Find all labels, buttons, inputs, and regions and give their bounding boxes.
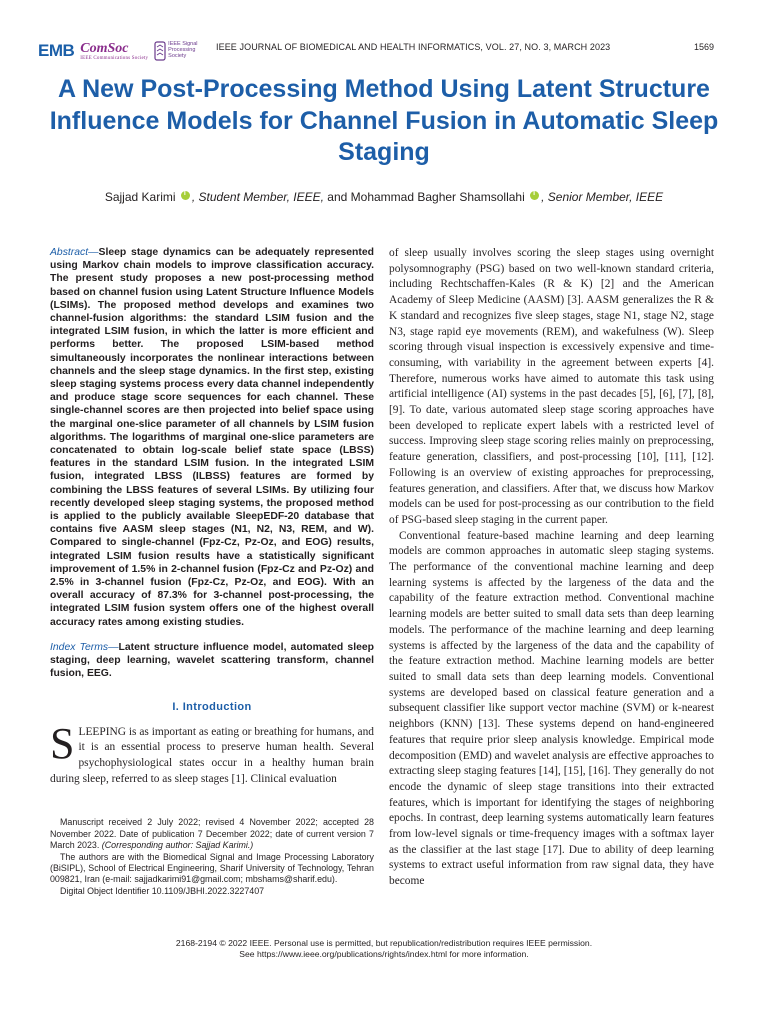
author-1-membership: , Student Member, IEEE, <box>191 190 324 204</box>
copyright-footer <box>0 938 768 961</box>
body-paragraph: Conventional feature-based machine learning and deep learning models are common approaches in automatic sleep staging systems. The performance of the conventional machine learning and deep learning systems is affected by the largeness of the data and the capability of the feature extraction method. Conventional machine learning models are better suited to small data sets than deep learning models. The performance of the machine learning and deep learning systems is affected by the largeness of the data and the capability of the feature extraction method. Machine learning models are better suited to small data sets than deep learning models. Conventional systems are developed based on classical feature generation and a subsequent classifier like support vector machine (SVM) or k-nearest neighbors (KNN) [13]. These systems depend on hand-engineered features that require prior sleep analysis knowledge. Empirical mode decomposition (EMD) and wavelet analysis are effective approaches to extracting sleep staging features [14], [15], [16]. They generally do not encode the dynamic of sleep stage transitions into their extracted features, which is important for identifying the stages of neighboring epochs. In contrast, deep learning systems automatically learn features from low-level signals or time-frequency images with a softmax layer as the classifier at the last stage [17]. Due to ability of deep learning systems to extract useful information from raw signal data, they have become <box>389 529 714 888</box>
left-column <box>50 246 374 897</box>
body-paragraph: of sleep usually involves scoring the sleep stages using overnight polysomnography (PSG) based on two well-known standard criteria, including Rechtschaffen-Kales (R & K) [2] and the American Academy of Sleep Medicine (AASM) [3]. AASM generalizes the R & K standard and recognizes five sleep stages, stage N1, stage N2, stage N3, stage rapid eye movements (REM), and wakefulness (W). Sleep scoring through visual inspection is excessively expensive and time-consuming, with variability in the agreement between experts [4]. Therefore, numerous works have aimed to automate this task using artificial intelligence (AI) systems in the past decades [5], [6], [7], [8], [9]. To date, various automated sleep stage scoring approaches have been developed to replicate expert labels with a restricted level of success. Improving sleep stage scoring relies mainly on preprocessing, feature generation, classifiers, and post-processing [10], [11], [12]. Following is an overview of existing approaches for preprocessing, features generation, and classifiers. After that, we discuss how Markov models can be used for post-processing as our contribution to the field of PSG-based sleep staging in the current paper. <box>389 247 714 526</box>
sps-logo-text: IEEE Signal Processing Society <box>168 41 198 59</box>
rights-link-line: See https://www.ieee.org/publications/rights/index.html for more information. <box>239 949 529 960</box>
section-heading-introduction: I. Introduction <box>172 700 252 713</box>
author-2-name: Mohammad Bagher Shamsollahi <box>350 190 525 204</box>
index-terms-text: Latent structure influence model, automated sleep staging, deep learning, wavelet scattering transform, channel fusion, EEG. <box>50 641 374 680</box>
comsoc-logo-subtitle: IEEE Communications Society <box>80 55 149 61</box>
author-conjunction: and <box>323 190 351 204</box>
abstract-label: Abstract— <box>50 247 99 258</box>
journal-citation: IEEE JOURNAL OF BIOMEDICAL AND HEALTH INFORMATICS, VOL. 27, NO. 3, MARCH 2023 <box>216 42 611 52</box>
index-terms-label: Index Terms— <box>50 641 119 653</box>
author-2-membership: , Senior Member, IEEE <box>541 190 664 204</box>
society-logos <box>38 36 206 66</box>
orcid-icon[interactable] <box>530 191 539 200</box>
copyright-line: 2168-2194 © 2022 IEEE. Personal use is permitted, but republication/redistribution requires IEEE permission. <box>175 938 593 948</box>
footnote-corresponding-author: (Corresponding author: Sajjad Karimi.) <box>99 840 254 851</box>
author-1-name: Sajjad Karimi <box>104 190 176 204</box>
first-page-footnote <box>50 817 374 897</box>
drop-cap: S <box>50 718 75 768</box>
paper-title: A New Post-Processing Method Using Latent Structure Influence Models for Channel Fusion in Automatic Sleep Staging <box>49 75 719 166</box>
author-line <box>40 190 728 204</box>
footnote-received <box>50 817 374 851</box>
orcid-icon[interactable] <box>181 191 190 200</box>
page-header <box>38 36 714 70</box>
index-terms <box>50 641 374 681</box>
footnote-received-text: Manuscript received 2 July 2022; revised 4 November 2022; accepted 28 November 2022. Date of publication 7 December 2022; date of current version 7 March 2023. <box>50 817 374 851</box>
comsoc-logo <box>80 42 148 61</box>
footnote-affiliation: The authors are with the Biomedical Signal and Image Processing Laboratory (BiSIPL), School of Electrical Engineering, Sharif University of Technology, Tehran 009821, Iran (e-mail: sajjadkarimi91@gmail.com; mbshams@sharif.edu). <box>50 851 374 885</box>
abstract <box>50 246 374 629</box>
emb-logo: EMB <box>38 41 75 60</box>
introduction-paragraph <box>50 718 374 788</box>
right-column <box>389 246 714 890</box>
intro-lead-word: LEEPING <box>78 725 126 738</box>
sps-logo <box>154 41 206 61</box>
sps-logo-mark-icon <box>154 41 166 61</box>
intro-text: is as important as eating or breathing for humans, and it is an essential process to preserve human health. Several psychophysiological states occur in a healthy human brain during sleep, referred to as sleep stages [1]. Clinical evaluation <box>50 725 374 785</box>
comsoc-logo-text: ComSoc <box>80 40 129 56</box>
footnote-doi: Digital Object Identifier 10.1109/JBHI.2022.3227407 <box>60 885 265 896</box>
page-number: 1569 <box>693 42 714 52</box>
abstract-text: Sleep stage dynamics can be adequately represented using Markov chain models to improve classification accuracy. The present study proposes a new post-processing method based on channel fusion using Latent Structure Influence Models (LSIMs). The proposed method develops and examines two channel-fusion algorithms: the standard LSIM fusion and the integrated LSIM fusion, in which the latter is more efficient and performs better. The proposed LSIM-based method simultaneously incorporates the nonlinear interactions between channels and the sleep stage dynamics. In the first step, existing sleep staging systems process every data channel independently and produce stage score sequences for each channel. These single-channel scores are then projected into belief space using the marginal one-slice parameter of all channels by LSIM fusion algorithms. The logarithms of marginal one-slice parameters are concatenated to obtain log-scale belief state space (LBSS) features in the standard LSIM fusion. In the integrated LSIM fusion, integrated LBSS (ILBSS) features are formed by combining the LBSS features of several LSIMs. By utilizing four recently developed sleep staging systems, the proposed method is applied to the publicly available SleepEDF-20 database that contains five AASM sleep stages (N1, N2, N3, REM, and W). Compared to single-channel (Fpz-Cz, Pz-Oz, and EOG) results, integrated LSIM fusion results have a statistically significant improvement of 1.5% in 2-channel fusion (Fpz-Cz and Pz-Oz) and 2.5% in 3-channel fusion (Fpz-Cz, Pz-Oz, and EOG). With an overall accuracy of 87.3% for 3-channel post-processing, the integrated LSIM fusion system offers one of the highest overall accuracy rates among existing studies. <box>50 247 374 628</box>
